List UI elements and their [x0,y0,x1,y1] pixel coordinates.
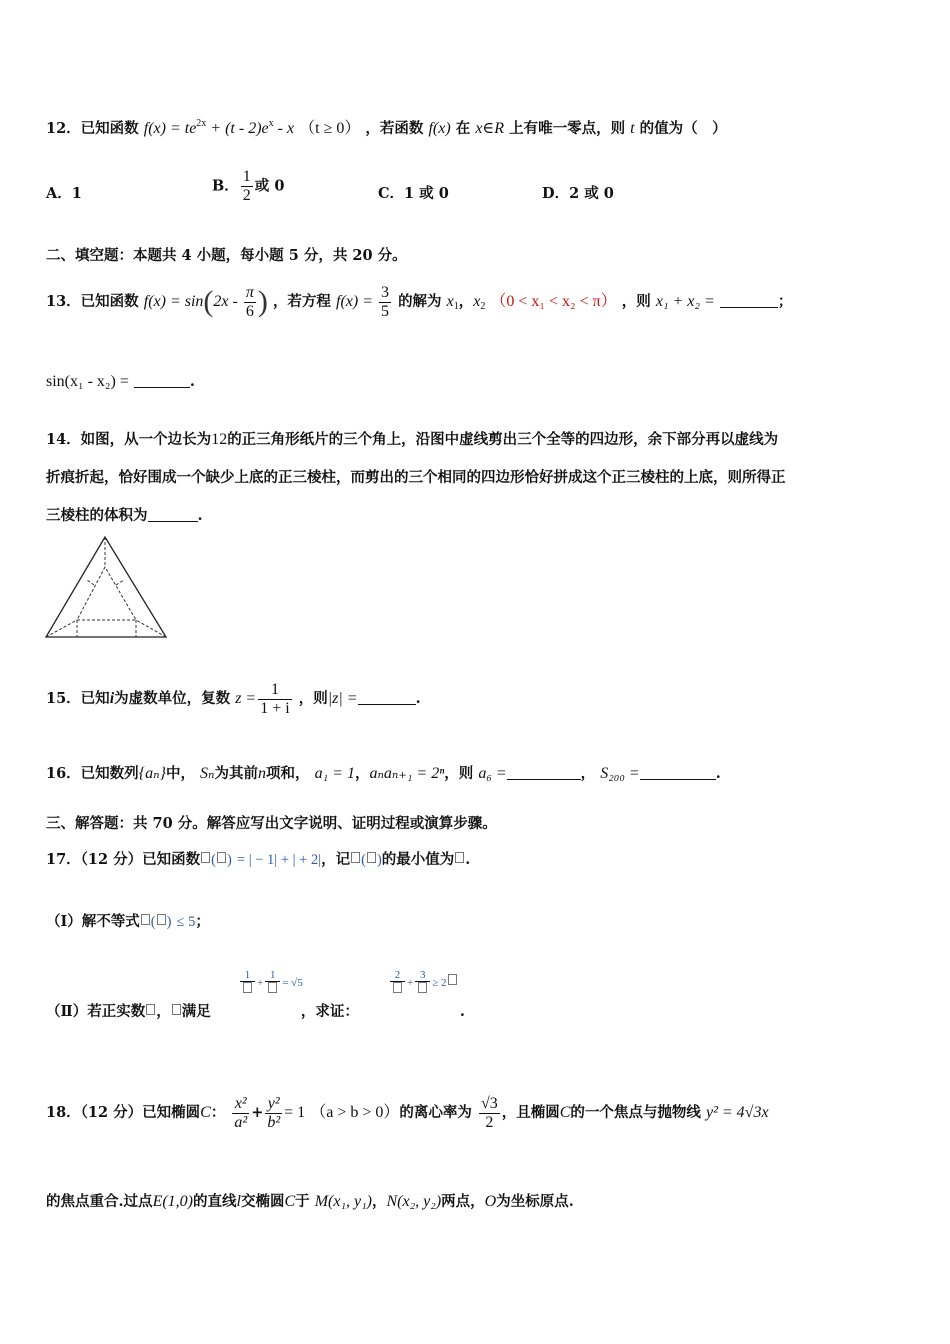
inner-dashed-triangle [77,567,136,620]
q14-line-1: 14．如图，从一个边长为12的正三角形纸片的三个角上，沿图中虚线剪出三个全等的四边形，余下部分再以虚线为 [46,431,779,448]
q18-stem: 18．（12 分）已知椭圆C： $\frac{\text{x²}}{\text{a²}}$ + $\frac{\text{y²}}{\text{b²}}$ = 1 （a > b > 0）的离心率为 $\frac{√3}{2}$ ，且椭圆C的一个焦点与抛物线 y² = 4√3x [46,1094,769,1131]
q12-stem: 12．已知函数 $f(x) = te^{2x} + (t - 2)e^x - x$ （t ≥ 0） ，若函数 f(x) 在 x∈R 上有唯一零点，则 t 的值为（ ） [46,118,727,137]
q16-stem: 16．已知数列{aₙ}中， Sₙ为其前n项和， a₁ = 1，aₙaₙ₊₁ = 2ⁿ，则 a₆ = ， S₂₀₀ = . [46,765,721,782]
q15-answer-blank[interactable] [358,690,416,705]
q12-condition: （t ≥ 0） [299,120,361,137]
q13-line-2: sin(x₁ - x₂) = . [46,373,195,390]
q12-option-b[interactable]: B． $\frac{1}{2}$ 或 0 [212,168,285,204]
q14-line-2: 折痕折起，恰好围成一个缺少上底的正三棱柱，而剪出的三个相同的四边形恰好拼成这个正三棱柱的上底，则所得正 [46,469,786,486]
q16-answer-blank-1[interactable] [507,765,581,780]
q17-part-2: （Ⅱ）若正实数 ， 满足 ，求证： . [46,1003,465,1020]
q13-answer-blank-1[interactable] [720,293,778,308]
q16-answer-blank-2[interactable] [640,765,716,780]
q14-answer-blank[interactable] [148,507,198,522]
q12-function: $f(x) = te^{2x} + (t - 2)e^x - x$ [143,118,295,137]
q17-condition-formula: 1 + 1 = √5 [238,970,303,997]
q13-function: f(x) = sin [143,293,204,310]
q12-option-a[interactable]: A．1 [46,185,82,202]
q18-line-2: 的焦点重合.过点E(1,0)的直线l交椭圆C于 M(x₁, y₁)，N(x₂, y₂)两点，O为坐标原点. [46,1193,574,1210]
q17-part-1: （Ⅰ）解不等式 ( ) ≤ 5； [46,913,210,930]
outer-triangle [46,537,166,637]
q12-number: 12．已知函数 [46,120,139,137]
q13-answer-blank-2[interactable] [134,373,190,388]
q13-condition: （0 < x₁ < x₂ < π） [490,293,617,310]
q12-option-d[interactable]: D．2 或 0 [542,185,614,202]
section-2-heading: 二、填空题：本题共 4 小题，每小题 5 分，共 20 分。 [46,247,407,264]
q12-domain: x∈R [475,120,505,137]
q13-stem: 13．已知函数 f(x) = sin(2x - $\frac{\pi}{6}$ ) ，若方程 f(x) = $\frac{3}{5}$ 的解为 $x_1$，$x_2$ （0 < x₁ < x₂ < π） ，则 x₁ + x₂ = ； [46,283,793,320]
q15-stem: 15．已知i为虚数单位，复数 z = $\frac{1}{1 + i}$ ，则|z| = . [46,680,421,717]
q14-line-3: 三棱柱的体积为 . [46,507,203,524]
section-3-heading: 三、解答题：共 70 分。解答应写出文字说明、证明过程或演算步骤。 [46,815,497,832]
q12-options [46,168,910,208]
q12-option-c[interactable]: C．1 或 0 [378,185,449,202]
q17-proof-formula: 2 + 3 ≥ 2 [388,970,458,997]
q17-stem: 17．（12 分）已知函数 ( ) = | − 1| + | + 2|，记 ( )的最小值为 . [46,851,471,868]
q14-triangle-figure [44,535,172,641]
